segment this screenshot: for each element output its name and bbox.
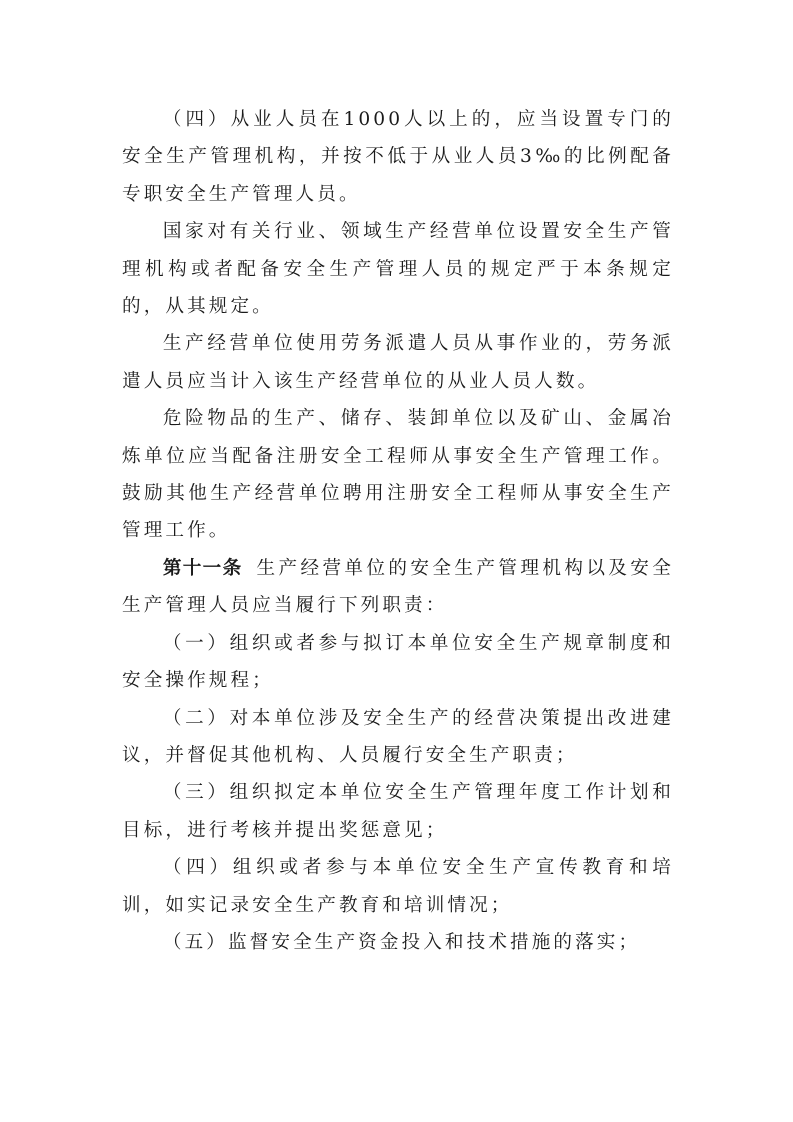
duty-item-3: （三）组织拟定本单位安全生产管理年度工作计划和目标，进行考核并提出奖惩意见； <box>122 782 674 841</box>
duty-item-5: （五）监督安全生产资金投入和技术措施的落实； <box>162 931 641 953</box>
duty-item-4: （四）组织或者参与本单位安全生产宣传教育和培训，如实记录安全生产教育和培训情况； <box>122 857 674 916</box>
article-11 <box>122 550 674 625</box>
paragraph-dispatched-workers: 生产经营单位使用劳务派遣人员从事作业的，劳务派遣人员应当计入该生产经营单位的从业人员人数。 <box>122 333 674 392</box>
duty-item-1: （一）组织或者参与拟订本单位安全生产规章制度和安全操作规程； <box>122 632 674 692</box>
paragraph-item-4: （四）从业人员在1000人以上的，应当设置专门的安全生产管理机构，并按不低于从业人员3‰的比例配备专职安全生产管理人员。 <box>122 109 674 205</box>
paragraph-stricter-rules: 国家对有关行业、领域生产经营单位设置安全生产管理机构或者配备安全生产管理人员的规定严于本条规定的，从其规定。 <box>122 221 674 318</box>
document-page <box>122 101 674 961</box>
duty-item-2: （二）对本单位涉及安全生产的经营决策提出改进建议，并督促其他机构、人员履行安全生产职责； <box>122 707 674 766</box>
article-label: 第十一条 <box>162 557 243 579</box>
article-text: 生产经营单位的安全生产管理机构以及安全生产管理人员应当履行下列职责： <box>122 557 674 617</box>
paragraph-registered-engineers: 危险物品的生产、储存、装卸单位以及矿山、金属冶炼单位应当配备注册安全工程师从事安全生产管理工作。鼓励其他生产经营单位聘用注册安全工程师从事安全生产管理工作。 <box>122 408 674 542</box>
